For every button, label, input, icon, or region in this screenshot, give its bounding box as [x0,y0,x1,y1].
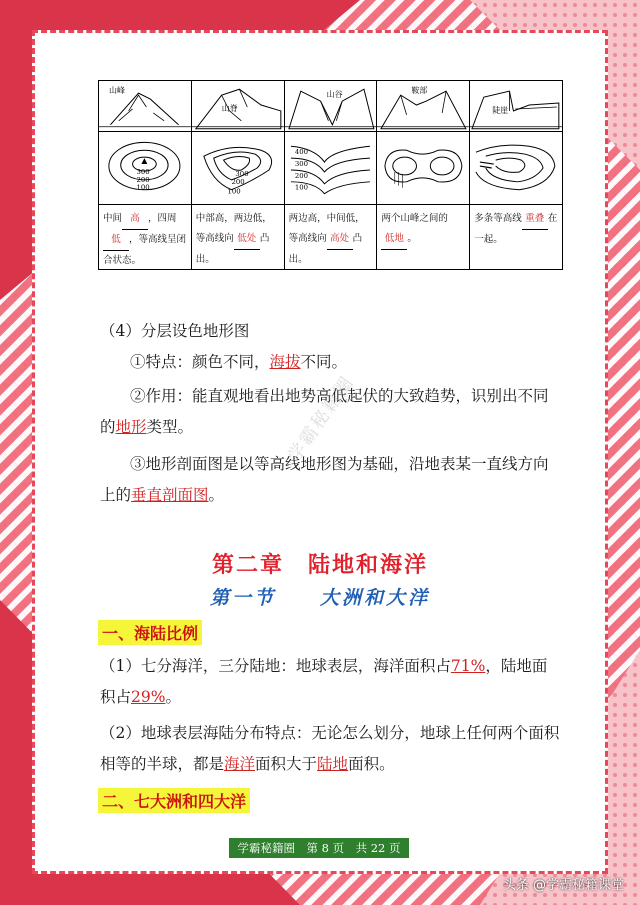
landform-peak [99,81,192,269]
ridge-illustration [192,81,284,132]
p4-3-answer: 垂直剖面图 [131,486,209,504]
peak-desc-mid: ， [148,213,158,224]
peak-desc-text-2: 四周 [157,213,177,224]
p4-3-text: ③地形剖面图是以等高线地形图为基础，沿地表某一直线方向上的 [100,455,549,504]
saddle-illustration [377,81,469,132]
saddle-desc-text: 两个山峰之间的 [381,213,448,224]
s2-post: 面积。 [348,755,395,773]
saddle-contour [377,132,469,205]
peak-description [99,205,191,271]
peak-desc-text: 中间 [103,213,123,224]
peak-answer-2: 低 [103,230,129,251]
s1-mid: ，陆地面积占 [100,657,548,706]
s1-text: （1）七分海洋，三分陆地：地球表层，海洋面积占 [100,657,451,675]
landform-valley [285,81,378,269]
s2-answer-land: 陆地 [317,755,349,773]
s2-text: （2）地球表层海陆分布特点：无论怎么划分，地球上任何两个面积相等的半球，都是 [100,724,560,773]
ridge-desc-text: 中部高，两边低，等高线向 [195,213,272,244]
valley-answer: 高处 [327,229,353,250]
peak-desc-post: ，等高线呈闭合状态。 [103,234,187,266]
watermark: 学霸秘籍圈 [283,371,359,466]
ridge-answer: 低处 [234,229,260,250]
ridge-contour [192,132,284,205]
valley-contour [285,132,377,205]
p4-1-post: 不同。 [300,353,348,371]
valley-contour-200: 200 [294,171,308,180]
ridge-label: 山脊 [221,104,238,113]
p4-2-answer: 地形 [115,418,147,436]
section-title: 第一节 大洲和大洋 [209,587,430,609]
valley-contour-400: 400 [294,148,308,157]
valley-contour-100: 100 [294,183,308,192]
saddle-label: 鞍部 [411,86,428,95]
page-footer: 学霸秘籍圈 第 8 页 共 22 页 [229,838,409,858]
cliff-contour [470,132,562,205]
peak-illustration [99,81,191,132]
saddle-description [377,205,469,250]
landform-saddle [377,81,470,269]
peak-label: 山峰 [109,86,125,95]
landform-diagram [98,80,563,270]
saddle-desc-post: 。 [407,233,417,244]
ridge-contour-200: 200 [231,177,245,186]
ridge-contour-300: 300 [235,169,249,178]
ridge-contour-100: 100 [227,187,241,196]
s2-answer-ocean: 海洋 [224,755,256,773]
valley-description [285,205,377,270]
paragraph-4-title: （4）分层设色地形图 [100,322,250,340]
peak-contour [99,132,191,205]
cliff-illustration [470,81,562,132]
paragraph-s1 [100,651,560,713]
paragraph-4-3 [100,449,550,511]
paragraph-s2 [100,718,560,780]
cliff-answer: 重叠 [522,209,548,230]
heading-land-sea-ratio: 一、海陆比例 [98,620,202,645]
peak-contour-300: 300 [136,167,150,176]
cliff-description [470,205,562,250]
cliff-desc-text: 多条等高线 [474,213,522,224]
p4-2-post: 类型。 [146,418,194,436]
ridge-desc-post: 凸出。 [195,233,270,265]
s1-answer-ocean: 71% [450,657,486,675]
ridge-description [192,205,284,270]
s1-post: 。 [165,688,181,706]
valley-illustration [285,81,377,132]
valley-label: 山谷 [326,90,343,99]
heading-continents-oceans: 二、七大洲和四大洋 [98,788,250,813]
p4-1-text: ①特点：颜色不同， [130,353,270,371]
landform-ridge [192,81,285,269]
cliff-desc-post: 在一起。 [474,213,558,245]
s2-mid: 面积大于 [255,755,318,773]
paragraph-4-1 [100,347,550,378]
peak-answer-1: 高 [122,209,148,230]
valley-desc-text: 两边高，中间低，等高线向 [288,213,365,244]
source-credit: 头条 @学霸秘籍课堂 [502,878,624,893]
peak-contour-200: 200 [136,175,150,184]
peak-contour-100: 100 [136,183,150,192]
p4-3-post: 。 [208,486,225,504]
valley-desc-post: 凸出。 [288,233,363,265]
chapter-title: 第二章 陆地和海洋 [211,552,428,578]
saddle-answer: 低地 [381,229,407,250]
landform-cliff [470,81,562,269]
p4-1-answer: 海拔 [269,353,301,371]
s1-answer-land: 29% [131,688,166,706]
valley-contour-300: 300 [294,160,308,169]
p4-2-text: ②作用：能直观地看出地势高低起伏的大致趋势，识别出不同的 [100,387,549,436]
cliff-label: 陡崖 [492,106,509,115]
